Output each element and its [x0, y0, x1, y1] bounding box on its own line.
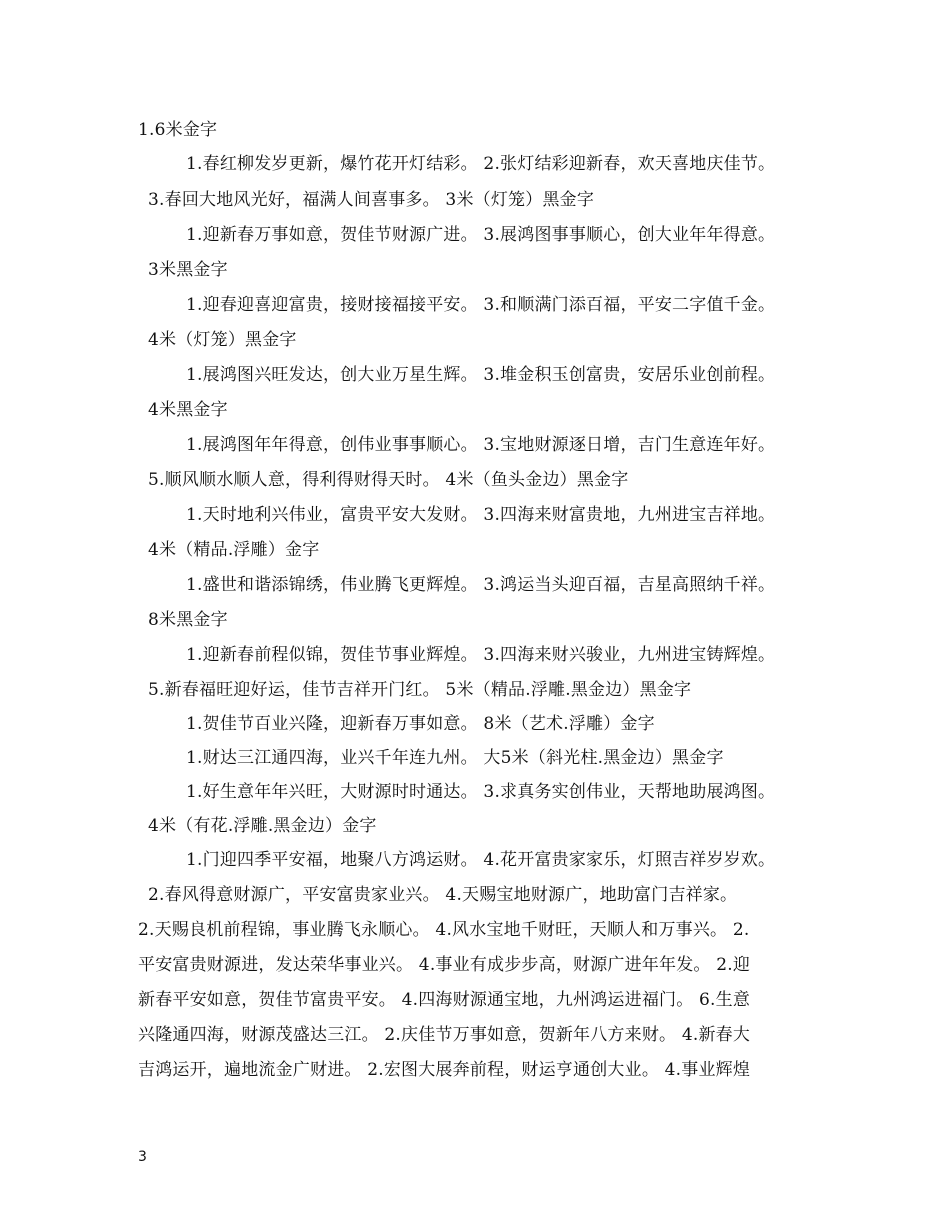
text-line: 1.迎新春前程似锦，贺佳节事业辉煌。 3.四海来财兴骏业，九州进宝铸辉煌。: [186, 645, 776, 665]
text-line: 5.新春福旺迎好运，佳节吉祥开门红。 5米（精品.浮雕.黑金边）黑金字: [148, 680, 692, 700]
text-line: 1.盛世和谐添锦绣，伟业腾飞更辉煌。 3.鸿运当头迎百福，吉星高照纳千祥。: [186, 575, 776, 595]
text-line: 吉鸿运开，遍地流金广财进。 2.宏图大展奔前程，财运亨通创大业。 4.事业辉煌: [138, 1060, 751, 1080]
text-line: 平安富贵财源进，发达荣华事业兴。 4.事业有成步步高，财源广进年年发。 2.迎: [138, 955, 751, 975]
heading-line: 3米黑金字: [148, 260, 228, 280]
heading-line: 4米黑金字: [148, 400, 228, 420]
heading-line: 4米（灯笼）黑金字: [148, 330, 297, 350]
text-line: 1.展鸿图年年得意，创伟业事事顺心。 3.宝地财源逐日增，吉门生意连年好。: [186, 435, 776, 455]
heading-line: 4米（有花.浮雕.黑金边）金字: [148, 816, 377, 836]
heading-line: 8米黑金字: [148, 610, 228, 630]
text-line: 1.迎春迎喜迎富贵，接财接福接平安。 3.和顺满门添百福，平安二字值千金。: [186, 295, 776, 315]
text-line: 1.迎新春万事如意，贺佳节财源广进。 3.展鸿图事事顺心，创大业年年得意。: [186, 225, 776, 245]
text-line: 2.春风得意财源广，平安富贵家业兴。 4.天赐宝地财源广，地助富门吉祥家。: [148, 885, 738, 905]
text-line: 1.天时地利兴伟业，富贵平安大发财。 3.四海来财富贵地，九州进宝吉祥地。: [186, 505, 776, 525]
text-line: 1.财达三江通四海，业兴千年连九州。 大5米（斜光柱.黑金边）黑金字: [186, 748, 724, 768]
text-line: 1.贺佳节百业兴隆，迎新春万事如意。 8米（艺术.浮雕）金字: [186, 714, 655, 734]
heading-line: 4米（精品.浮雕）金字: [148, 540, 320, 560]
page-number: 3: [138, 1149, 147, 1165]
heading-line: 1.6米金字: [138, 120, 218, 140]
text-line: 5.顺风顺水顺人意，得利得财得天时。 4米（鱼头金边）黑金字: [148, 470, 629, 490]
text-line: 3.春回大地风光好，福满人间喜事多。 3米（灯笼）黑金字: [148, 190, 595, 210]
text-line: 兴隆通四海，财源茂盛达三江。 2.庆佳节万事如意，贺新年八方来财。 4.新春大: [138, 1025, 751, 1045]
text-line: 2.天赐良机前程锦，事业腾飞永顺心。 4.风水宝地千财旺，天顺人和万事兴。 2.: [138, 920, 750, 940]
text-line: 1.好生意年年兴旺，大财源时时通达。 3.求真务实创伟业，天帮地助展鸿图。: [186, 782, 776, 802]
text-line: 1.门迎四季平安福，地聚八方鸿运财。 4.花开富贵家家乐，灯照吉祥岁岁欢。: [186, 850, 776, 870]
text-line: 新春平安如意，贺佳节富贵平安。 4.四海财源通宝地，九州鸿运进福门。 6.生意: [138, 990, 751, 1010]
text-line: 1.春红柳发岁更新，爆竹花开灯结彩。 2.张灯结彩迎新春，欢天喜地庆佳节。: [186, 154, 776, 174]
text-line: 1.展鸿图兴旺发达，创大业万星生辉。 3.堆金积玉创富贵，安居乐业创前程。: [186, 365, 776, 385]
